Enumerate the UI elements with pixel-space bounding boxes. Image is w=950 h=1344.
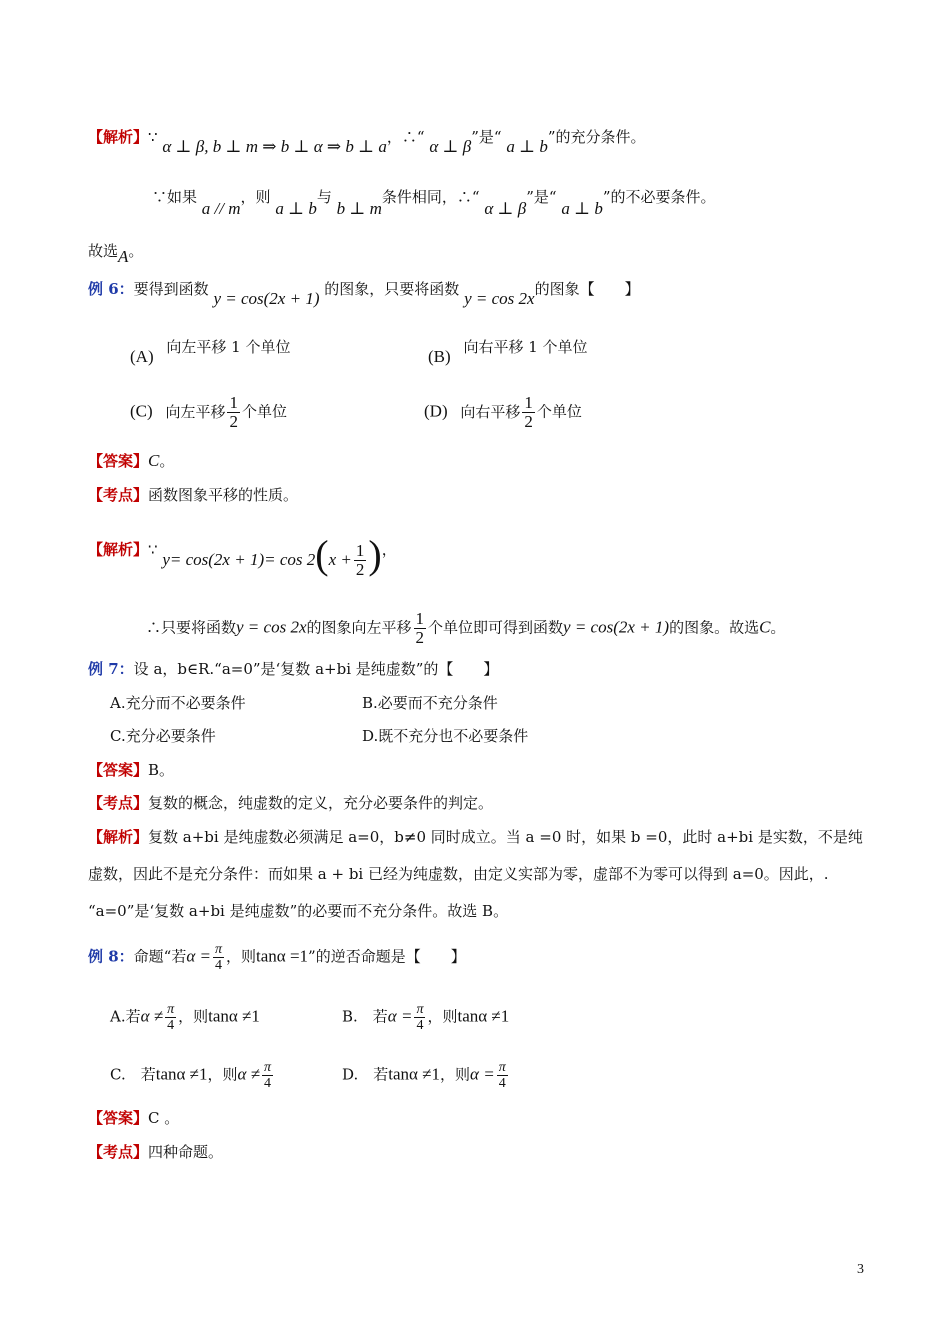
text: ∵如果 xyxy=(152,188,198,206)
answer-value: B。 xyxy=(148,761,175,779)
ex6-option-c xyxy=(130,394,287,431)
denominator: 4 xyxy=(215,958,222,973)
ex8-option-a xyxy=(110,1002,260,1033)
option-text: 向右平移 xyxy=(460,402,521,421)
text: 故选 xyxy=(88,242,119,260)
math-expression: α ≠ xyxy=(237,1064,261,1084)
fraction xyxy=(227,394,240,431)
ex7-option-b: B.必要而不充分条件 xyxy=(362,694,498,712)
keypoint-tag: 【考点】 xyxy=(88,1143,149,1161)
fraction xyxy=(165,1002,176,1033)
text: 条件相同，∴“ xyxy=(381,188,480,206)
analysis-tag: 【解析】 xyxy=(88,540,149,559)
math-expression: a ⊥ b xyxy=(561,199,603,218)
example-label: 例 7： xyxy=(88,660,134,678)
math-answer: C xyxy=(759,617,771,637)
denominator: 4 xyxy=(416,1018,424,1033)
ex7-question xyxy=(88,658,498,680)
text: ”的逆否命题是【 】 xyxy=(308,947,466,966)
fraction xyxy=(354,542,367,579)
analysis-text: 复数 a+bi 是纯虚数必须满足 a=0，b≠0 同时成立。当 a =0 时，如果 b =0，此时 a+bi 是实数，不是纯 xyxy=(148,828,863,846)
ex7-option-d: D.既不充分也不必要条件 xyxy=(362,727,529,745)
math-expression: y = cos 2x xyxy=(236,617,307,637)
ex8-option-b xyxy=(342,1002,509,1033)
math-expression: y = cos(2x + 1) xyxy=(213,289,320,308)
keypoint-tag: 【考点】 xyxy=(88,486,149,504)
denominator: 2 xyxy=(355,560,365,579)
ex6-answer xyxy=(88,450,174,472)
ex7-analysis-line2: 虚数，因此不是充分条件：而如果 a + bi 已经为纯虚数，由定义实部为零，虚部不为零可以得到 a=0。因此，. xyxy=(88,865,829,883)
math-expression: α = xyxy=(186,946,211,966)
fraction xyxy=(522,394,535,431)
math-expression: y= cos(2x + 1)= cos 2 xyxy=(162,549,316,569)
ex7-analysis-line3: “a=0”是‘复数 a+bi 是纯虚数”的必要而不充分条件。故选 B。 xyxy=(88,902,509,920)
numerator: π xyxy=(215,942,223,957)
left-paren: ( xyxy=(315,531,329,577)
ex5-analysis-line1 xyxy=(88,126,646,156)
keypoint-text: 复数的概念，纯虚数的定义，充分必要条件的判定。 xyxy=(148,794,494,812)
text: 。 xyxy=(159,452,175,470)
math-expression: a ⊥ b xyxy=(506,137,548,156)
denominator: 4 xyxy=(264,1076,272,1091)
math-expression: α ≠ xyxy=(140,1006,164,1026)
ex6-keypoint xyxy=(88,484,298,506)
ex5-conclusion xyxy=(88,240,144,266)
numerator: π xyxy=(264,1060,272,1075)
math-expression: tanα ≠1 xyxy=(388,1064,441,1084)
option-text: 向左平移 xyxy=(165,402,226,421)
text: 。 xyxy=(128,242,144,260)
text: 。 xyxy=(770,618,786,637)
denominator: 4 xyxy=(167,1018,175,1033)
answer-value: C xyxy=(148,451,160,470)
text: 的图象，只要将函数 xyxy=(324,280,460,298)
keypoint-text: 函数图象平移的性质。 xyxy=(148,486,299,504)
text: ，则 xyxy=(440,1065,471,1084)
numerator: π xyxy=(416,1002,424,1017)
ex6-option-b xyxy=(428,336,588,366)
math-expression: tanα ≠1 xyxy=(208,1006,260,1026)
because-symbol: ∵ xyxy=(148,128,158,146)
ex8-question xyxy=(88,942,466,973)
option-text: 个单位 xyxy=(536,402,582,421)
ex7-answer xyxy=(88,759,174,781)
analysis-tag: 【解析】 xyxy=(88,128,149,146)
text: ， xyxy=(381,540,397,559)
text: 的图象【 】 xyxy=(534,280,640,298)
option-label: (C) xyxy=(130,401,153,421)
answer-tag: 【答案】 xyxy=(88,452,149,470)
math-expression: y = cos 2x xyxy=(464,289,535,308)
text: 的图象向左平移 xyxy=(306,618,412,637)
option-text: 向左平移 1 个单位 xyxy=(166,338,291,356)
ex7-analysis-line1 xyxy=(88,826,863,848)
answer-tag: 【答案】 xyxy=(88,761,149,779)
math-expression: α ⊥ β xyxy=(429,137,472,156)
ex7-keypoint xyxy=(88,792,493,814)
math-expression: α ⊥ β xyxy=(484,199,527,218)
math-expression: a // m xyxy=(201,199,241,218)
numerator: 1 xyxy=(415,609,425,628)
because-symbol: ∵ xyxy=(148,540,158,559)
ex6-analysis-line2 xyxy=(146,610,785,647)
ex6-option-a xyxy=(130,336,291,366)
ex8-keypoint xyxy=(88,1141,223,1163)
denominator: 2 xyxy=(229,412,238,431)
math-answer: A xyxy=(118,247,129,266)
ex8-option-d xyxy=(342,1060,510,1091)
numerator: 1 xyxy=(355,541,365,560)
text: ”的不必要条件。 xyxy=(602,188,716,206)
fraction xyxy=(213,942,224,973)
denominator: 2 xyxy=(524,412,533,431)
fraction xyxy=(497,1060,508,1091)
option-label: (D) xyxy=(424,401,448,421)
keypoint-text: 四种命题。 xyxy=(148,1143,224,1161)
page-number: 3 xyxy=(857,1262,864,1277)
fraction xyxy=(262,1060,273,1091)
ex6-question xyxy=(88,278,640,308)
example-label: 例 6： xyxy=(88,280,134,298)
math-expression: tanα ≠1 xyxy=(457,1006,510,1026)
text: ∴只要将函数 xyxy=(146,618,237,637)
option-text: 个单位 xyxy=(241,402,287,421)
numerator: π xyxy=(498,1060,506,1075)
example-label: 例 8： xyxy=(88,947,134,966)
text: 个单位即可得到函数 xyxy=(428,618,564,637)
text: 与 xyxy=(316,188,332,206)
text: ”是“ xyxy=(471,128,502,146)
text: ，则 xyxy=(207,1065,238,1084)
numerator: 1 xyxy=(524,393,533,412)
denominator: 2 xyxy=(415,628,425,647)
text: 命题“若 xyxy=(133,947,187,966)
ex6-analysis-line1 xyxy=(88,531,397,579)
option-label: A.若 xyxy=(110,1007,141,1026)
numerator: 1 xyxy=(229,393,238,412)
option-label: (A) xyxy=(130,347,154,366)
math-expression: tanα =1 xyxy=(256,946,309,966)
denominator: 4 xyxy=(498,1076,506,1091)
text: 的图象。故选 xyxy=(669,618,760,637)
keypoint-tag: 【考点】 xyxy=(88,794,149,812)
answer-value: C 。 xyxy=(148,1109,180,1127)
math-expression: α = xyxy=(387,1006,413,1026)
fraction xyxy=(414,610,427,647)
right-paren: ) xyxy=(368,531,382,577)
text: 要得到函数 xyxy=(133,280,209,298)
option-text: 向右平移 1 个单位 xyxy=(463,338,588,356)
answer-tag: 【答案】 xyxy=(88,1109,149,1127)
text: ，则 xyxy=(240,188,271,206)
ex7-option-a: A.充分而不必要条件 xyxy=(110,694,246,712)
math-expression: y = cos(2x + 1) xyxy=(563,617,670,637)
option-label: C. 若 xyxy=(110,1065,156,1084)
math-expression: b ⊥ m xyxy=(336,199,382,218)
option-label: B. 若 xyxy=(342,1007,388,1026)
numerator: π xyxy=(167,1002,175,1017)
text: ，则 xyxy=(226,947,257,966)
text: ”是“ xyxy=(526,188,557,206)
fraction xyxy=(414,1002,425,1033)
math-expression: tanα ≠1 xyxy=(155,1064,208,1084)
ex5-analysis-line2 xyxy=(152,186,716,218)
math-expression: a ⊥ b xyxy=(275,199,317,218)
ex6-option-d xyxy=(424,394,582,431)
math-expression: x + xyxy=(328,549,352,569)
option-label: D. 若 xyxy=(342,1065,389,1084)
ex8-option-c xyxy=(110,1060,275,1091)
text: ，则 xyxy=(427,1007,458,1026)
ex8-answer xyxy=(88,1107,179,1129)
text: ，∴“ xyxy=(386,128,425,146)
text: ”的充分条件。 xyxy=(547,128,646,146)
ex7-option-c: C.充分必要条件 xyxy=(110,727,216,745)
question-text: 设 a，b∈R.“a=0”是‘复数 a+bi 是纯虚数”的【 】 xyxy=(133,660,499,678)
math-expression: α ⊥ β, b ⊥ m ⇒ b ⊥ α ⇒ b ⊥ a xyxy=(162,137,387,156)
analysis-tag: 【解析】 xyxy=(88,828,149,846)
math-expression: α = xyxy=(470,1064,495,1084)
text: ，则 xyxy=(178,1007,209,1026)
option-label: (B) xyxy=(428,347,451,366)
